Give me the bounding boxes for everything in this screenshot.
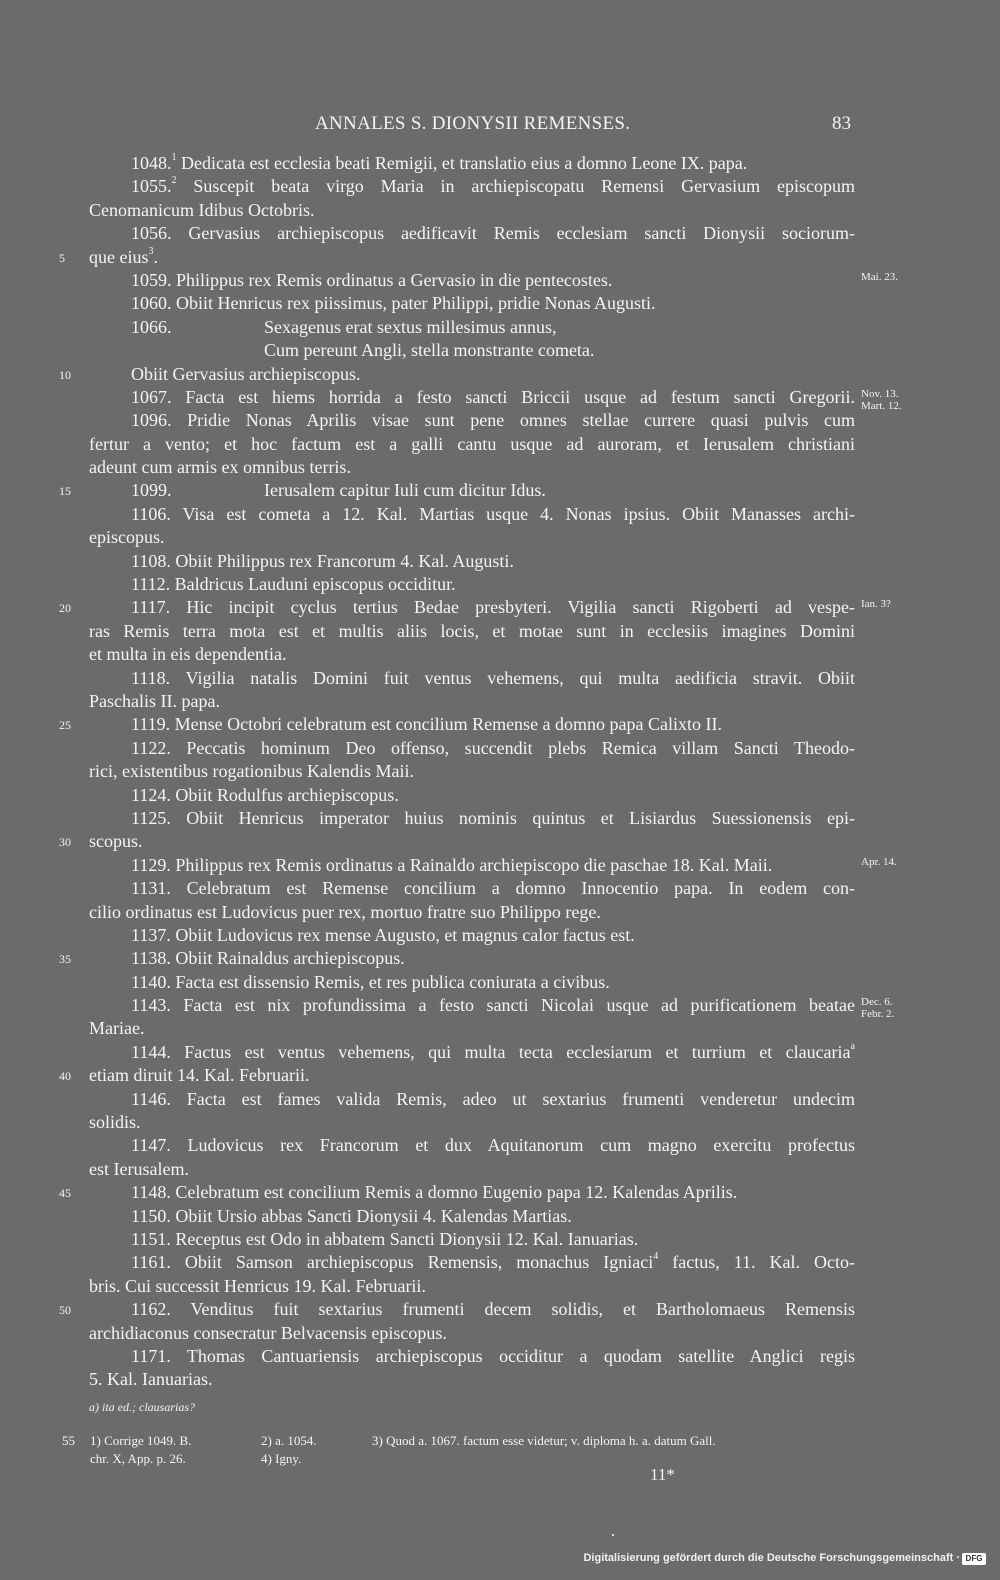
line-content	[131, 785, 399, 805]
text-line	[59, 1181, 855, 1204]
margin-date: Mart. 12.	[861, 399, 902, 412]
footnote-1-continued: chr. X, App. p. 26.	[90, 1451, 186, 1466]
line-content	[89, 1159, 189, 1179]
entry-text: Venditus fuit sextarius frumenti decem solidis, et Bartholomaeus Remensis	[170, 1299, 855, 1320]
text-line	[59, 947, 855, 970]
line-content	[131, 948, 405, 968]
year-label: 1146.	[131, 1088, 171, 1109]
text-line	[89, 620, 855, 643]
line-content	[131, 737, 855, 760]
text-line	[59, 830, 855, 853]
verse-text: Cum pereunt Angli, stella monstrante cometa.	[264, 340, 595, 361]
text-line	[89, 1134, 855, 1157]
footnote-2: 2) a. 1054.	[261, 1433, 317, 1448]
entry-text: Obiit Ursio abbas Sancti Dionysii 4. Kalendas Martias.	[170, 1205, 572, 1226]
year-label: 1106.	[131, 503, 171, 524]
line-content	[89, 1065, 309, 1085]
year-label: 1171.	[131, 1345, 171, 1366]
text-line	[89, 433, 855, 456]
footnote-ref: 1	[171, 152, 177, 163]
year-label: 1140.	[131, 971, 171, 992]
entry-text: Facta est hiems horrida a festo sancti Briccii usque ad festum sancti Gregorii.	[171, 386, 855, 407]
text-line	[89, 269, 898, 292]
line-number: 30	[59, 835, 71, 850]
line-content	[131, 925, 635, 945]
text-line	[89, 1251, 855, 1274]
line-content	[131, 1041, 855, 1064]
entry-text: Facta est nix profundissima a festo sancti Nicolai usque ad purificationem beatae	[170, 995, 855, 1016]
text-line	[89, 1041, 855, 1064]
margin-date: Apr. 14.	[861, 855, 897, 868]
text-line	[59, 1298, 855, 1321]
running-title: ANNALES S. DIONYSII REMENSES.	[315, 113, 631, 134]
line-content	[89, 200, 314, 220]
entry-text: Obiit Ludovicus rex mense Augusto, et magnus calor factus est.	[170, 924, 635, 945]
year-label: 1112.	[131, 574, 171, 595]
text-line	[89, 1322, 855, 1345]
line-content	[89, 644, 286, 664]
line-content	[131, 1251, 855, 1274]
line-number: 50	[59, 1303, 71, 1318]
text-line	[59, 245, 855, 269]
text-line	[89, 690, 855, 713]
text-line	[89, 550, 855, 573]
margin-date-note	[861, 996, 894, 1020]
footnote-line-number: 55	[62, 1433, 75, 1448]
text-line	[89, 1345, 855, 1368]
year-label: 1056.	[131, 223, 172, 244]
line-content	[89, 1112, 141, 1132]
line-content	[131, 175, 855, 198]
entry-text: Obiit Rainaldus archiepiscopus.	[170, 948, 405, 969]
entry-text: episcopus.	[89, 527, 165, 548]
line-content	[131, 807, 855, 830]
footnote-row	[62, 1450, 862, 1468]
line-content	[131, 503, 855, 526]
entry-text: adeunt cum armis ex omnibus terris.	[89, 457, 351, 478]
line-content	[131, 551, 514, 571]
line-content	[131, 153, 747, 173]
text-line	[89, 924, 855, 947]
line-content	[131, 270, 612, 290]
entry-text: Peccatis hominum Deo offenso, succendit plebs Remica villam Sancti Theodo-	[170, 737, 855, 758]
line-content	[131, 596, 855, 619]
line-number: 35	[59, 952, 71, 967]
line-number: 40	[59, 1069, 71, 1084]
footnote-row	[62, 1432, 862, 1450]
year-label: 1059.	[131, 269, 172, 290]
text-line	[59, 479, 855, 502]
entry-text: Obiit Henricus imperator huius nominis quintus et Lisiardus Suessionensis epi-	[170, 807, 855, 828]
entry-text: Mense Octobri celebratum est concilium Remense a domno papa Calixto II.	[170, 714, 723, 735]
verse-text: Sexagenus erat sextus millesimus annus,	[264, 316, 557, 337]
line-number: 5	[59, 250, 65, 265]
line-content	[131, 994, 855, 1017]
entry-text: solidis.	[89, 1112, 141, 1133]
line-content	[89, 1369, 212, 1389]
text-line	[89, 971, 855, 994]
text-line	[89, 199, 855, 222]
entry-text: Baldricus Lauduni episcopus occiditur.	[170, 574, 456, 595]
text-line	[89, 526, 855, 549]
entry-text: bris. Cui successit Henricus 19. Kal. Februarii.	[89, 1275, 426, 1296]
entry-text: Dedicata est ecclesia beati Remigii, et translatio eius a domno Leone IX. papa.	[176, 153, 748, 173]
entry-text: Obiit Gervasius archiepiscopus.	[131, 363, 361, 384]
line-content	[131, 877, 855, 900]
year-label: 1067.	[131, 386, 172, 407]
year-label: 1151.	[131, 1228, 171, 1249]
line-content	[131, 574, 456, 594]
entry-text: est Ierusalem.	[89, 1158, 189, 1179]
line-content	[89, 620, 855, 643]
footnote-ref: 3	[148, 245, 154, 257]
year-label: 1117.	[131, 597, 171, 618]
year-label: 1096.	[131, 410, 172, 431]
year-label: 1150.	[131, 1205, 171, 1226]
year-label: 1119.	[131, 714, 171, 735]
line-content	[89, 761, 414, 781]
year-label: 1137.	[131, 924, 171, 945]
entry-text: Celebratum est concilium Remis a domno Eugenio papa 12. Kalendas Aprilis.	[170, 1182, 738, 1203]
entry-text: Receptus est Odo in abbatem Sancti Dionysii 12. Kal. Ianuarias.	[170, 1228, 639, 1249]
line-content	[131, 667, 855, 690]
entry-text: Cenomanicum Idibus Octobris.	[89, 199, 315, 220]
line-content	[131, 364, 360, 384]
entry-text: Paschalis II. papa.	[89, 690, 220, 711]
text-line	[89, 152, 855, 175]
text-line	[89, 854, 897, 877]
year-label: 1148.	[131, 1182, 171, 1203]
digitization-credit	[583, 1549, 1000, 1569]
entry-text-continued: factus, 11. Kal. Octo-	[658, 1252, 855, 1273]
entry-text: Vigilia natalis Domini fuit ventus vehemens, qui multa aedificia stravit. Obiit	[170, 667, 855, 688]
year-label: 1138.	[131, 948, 171, 969]
year-label: 1108.	[131, 550, 171, 571]
year-label: 1129.	[131, 854, 171, 875]
entry-text: Suscepit beata virgo Maria in archiepiscopatu Remensi Gervasium episcopum	[176, 176, 855, 197]
year-label: 1147.	[131, 1135, 171, 1156]
text-line	[89, 339, 855, 362]
line-content	[131, 222, 855, 245]
line-content	[131, 855, 772, 875]
entry-text: Celebratum est Remense concilium a domno Innocentio papa. In eodem con-	[170, 878, 855, 899]
year-label: 1118.	[131, 667, 171, 688]
margin-date-note	[861, 271, 898, 283]
line-content	[131, 1134, 855, 1157]
line-content	[131, 293, 655, 313]
line-content	[131, 1345, 855, 1368]
entry-text: Facta est fames valida Remis, adeo ut sextarius frumenti venderetur undecim	[170, 1088, 855, 1109]
text-line	[89, 1228, 855, 1251]
text-line	[89, 737, 855, 760]
entry-text: Hic incipit cyclus tertius Bedae presbyteri. Vigilia sancti Rigoberti ad vespe-	[170, 597, 855, 618]
margin-date-note	[861, 856, 897, 868]
line-content	[131, 972, 610, 992]
text-line	[89, 1017, 855, 1040]
text-line	[89, 877, 855, 900]
text-line	[89, 643, 855, 666]
margin-date: Mai. 23.	[861, 270, 898, 283]
line-content: que eius$^3$.	[89, 245, 158, 267]
text-line	[89, 667, 855, 690]
dfg-logo-icon: DFG	[962, 1553, 986, 1565]
text-line	[89, 994, 895, 1021]
entry-text: Ludovicus rex Francorum et dux Aquitanorum cum magno exercitu profectus	[170, 1135, 855, 1156]
text-line	[89, 901, 855, 924]
line-content	[131, 1206, 572, 1226]
entry-text: Thomas Cantuariensis archiepiscopus occiditur a quodam satellite Anglici regis	[170, 1345, 855, 1366]
year-label: 1124.	[131, 784, 171, 805]
line-content	[131, 1088, 855, 1111]
line-content	[89, 1323, 447, 1343]
margin-date: Nov. 13.	[861, 387, 899, 400]
signature-mark: 11*	[650, 1465, 675, 1484]
line-content	[89, 902, 601, 922]
line-number: 45	[59, 1186, 71, 1201]
footnote-ref: 4	[653, 1251, 659, 1263]
year-label: 1143.	[131, 995, 171, 1016]
text-line	[89, 1088, 855, 1111]
year-label: 1055.	[131, 176, 172, 197]
year-label: 1048.	[131, 153, 172, 173]
entry-text: Factus est ventus vehemens, qui multa tecta ecclesiarum et turrium et claucaria	[170, 1041, 851, 1062]
text-line	[89, 503, 855, 526]
year-label: 1144.	[131, 1041, 171, 1062]
year-label: 1131.	[131, 878, 171, 899]
entry-text: que eius	[89, 246, 149, 267]
entry-text: Philippus rex Remis ordinatus a Rainaldo archiepiscopo die paschae 18. Kal. Maii.	[170, 854, 773, 875]
footnote-1: 1) Corrige 1049. B.	[90, 1433, 192, 1448]
entry-text: rici, existentibus rogationibus Kalendis Maii.	[89, 761, 414, 782]
entry-text: Visa est cometa a 12. Kal. Martias usque 4. Nonas ipsius. Obiit Manasses archi-	[170, 503, 855, 524]
text-line	[89, 456, 855, 479]
annals-text	[59, 152, 902, 1392]
page-header	[0, 113, 1000, 137]
line-number: 15	[59, 484, 71, 499]
margin-date: Febr. 2.	[861, 1008, 895, 1021]
text-line	[89, 1205, 855, 1228]
line-content	[131, 1298, 855, 1321]
verse-text: Ierusalem capitur Iuli cum dicitur Idus.	[264, 480, 546, 501]
line-content	[89, 1276, 426, 1296]
footnote-ref: 2	[171, 175, 177, 187]
line-number: 20	[59, 601, 71, 616]
critical-apparatus: a) ita ed.; clausarias?	[89, 1400, 195, 1414]
line-number: 25	[59, 718, 71, 733]
margin-date: Dec. 6.	[861, 996, 893, 1009]
text-line	[89, 1158, 855, 1181]
line-content	[131, 386, 855, 409]
entry-text: 5. Kal. Ianuarias.	[89, 1369, 213, 1390]
footnotes	[62, 1432, 862, 1468]
entry-text: Pridie Nonas Aprilis visae sunt pene omnes stellae currere quasi pulvis cum	[171, 410, 855, 431]
line-content	[89, 691, 220, 711]
text-line	[89, 784, 855, 807]
text-line	[89, 386, 902, 412]
line-content	[131, 409, 855, 432]
line-content	[89, 457, 351, 477]
entry-text: ras Remis terra mota est et multis aliis locis, et motae sunt in ecclesiis imagines Domini	[89, 620, 855, 641]
margin-date: Ian. 3?	[861, 598, 891, 611]
entry-text: Gervasius archiepiscopus aedificavit Remis ecclesiam sancti Dionysii sociorum-	[171, 223, 855, 244]
entry-text: Mariae.	[89, 1018, 145, 1039]
footnote-4: 4) Igny.	[261, 1451, 302, 1466]
entry-text: etiam diruit 14. Kal. Februarii.	[89, 1065, 310, 1086]
year-label: 1060.	[131, 293, 172, 314]
text-line	[89, 175, 855, 198]
line-content	[131, 714, 722, 734]
entry-text: Obiit Rodulfus archiepiscopus.	[170, 784, 399, 805]
entry-text: et multa in eis dependentia.	[89, 644, 287, 665]
line-content	[89, 831, 143, 851]
text-line	[89, 1111, 855, 1134]
scan-speck	[612, 1534, 614, 1536]
footnote-ref: a	[850, 1040, 855, 1052]
line-content	[89, 1018, 144, 1038]
text-line	[89, 760, 855, 783]
line-content	[131, 1182, 737, 1202]
text-line	[89, 573, 855, 596]
line-content	[89, 527, 165, 547]
year-label: 1125.	[131, 807, 171, 828]
margin-date-note	[861, 388, 902, 412]
text-line	[59, 713, 855, 736]
line-content	[131, 1229, 638, 1249]
text-line	[89, 1275, 855, 1298]
text-line	[59, 1064, 855, 1087]
line-number: 10	[59, 367, 71, 382]
entry-text: Obiit Henricus rex piissimus, pater Philippi, pridie Nonas Augusti.	[171, 293, 656, 314]
page-number: 83	[832, 113, 851, 134]
credit-text: Digitalisierung gefördert durch die Deutsche Forschungsgemeinschaft ·	[583, 1552, 960, 1564]
entry-text: fertur a vento; et hoc factum est a galli cantu usque ad auroram, et Ierusalem christiani	[89, 433, 855, 454]
text-line	[89, 222, 855, 245]
text-line	[59, 596, 891, 619]
text-line	[89, 316, 855, 339]
footnote-3: 3) Quod a. 1067. factum esse videtur; v. diploma h. a. datum Gall.	[372, 1433, 716, 1448]
entry-text: Facta est dissensio Remis, et res publica coniurata a civibus.	[170, 971, 610, 992]
year-label: 1099.	[131, 480, 172, 501]
entry-text: Obiit Samson archiepiscopus Remensis, monachus Igniaci	[170, 1252, 654, 1273]
entry-text: Obiit Philippus rex Francorum 4. Kal. Augusti.	[170, 550, 514, 571]
line-content	[89, 433, 855, 456]
text-line	[59, 363, 855, 386]
entry-text: archidiaconus consecratur Belvacensis episcopus.	[89, 1322, 447, 1343]
entry-text: Philippus rex Remis ordinatus a Gervasio in die pentecostes.	[171, 269, 613, 290]
margin-date-note	[861, 598, 891, 610]
year-label: 1161.	[131, 1252, 171, 1273]
entry-text: cilio ordinatus est Ludovicus puer rex, mortuo fratre suo Philippo rege.	[89, 901, 601, 922]
year-label: 1162.	[131, 1299, 171, 1320]
text-line	[89, 1368, 855, 1391]
text-line	[89, 292, 855, 315]
text-line	[89, 409, 855, 432]
year-label: 1122.	[131, 737, 171, 758]
year-label: 1066.	[131, 316, 172, 337]
text-line	[89, 807, 855, 830]
entry-text: scopus.	[89, 831, 143, 852]
